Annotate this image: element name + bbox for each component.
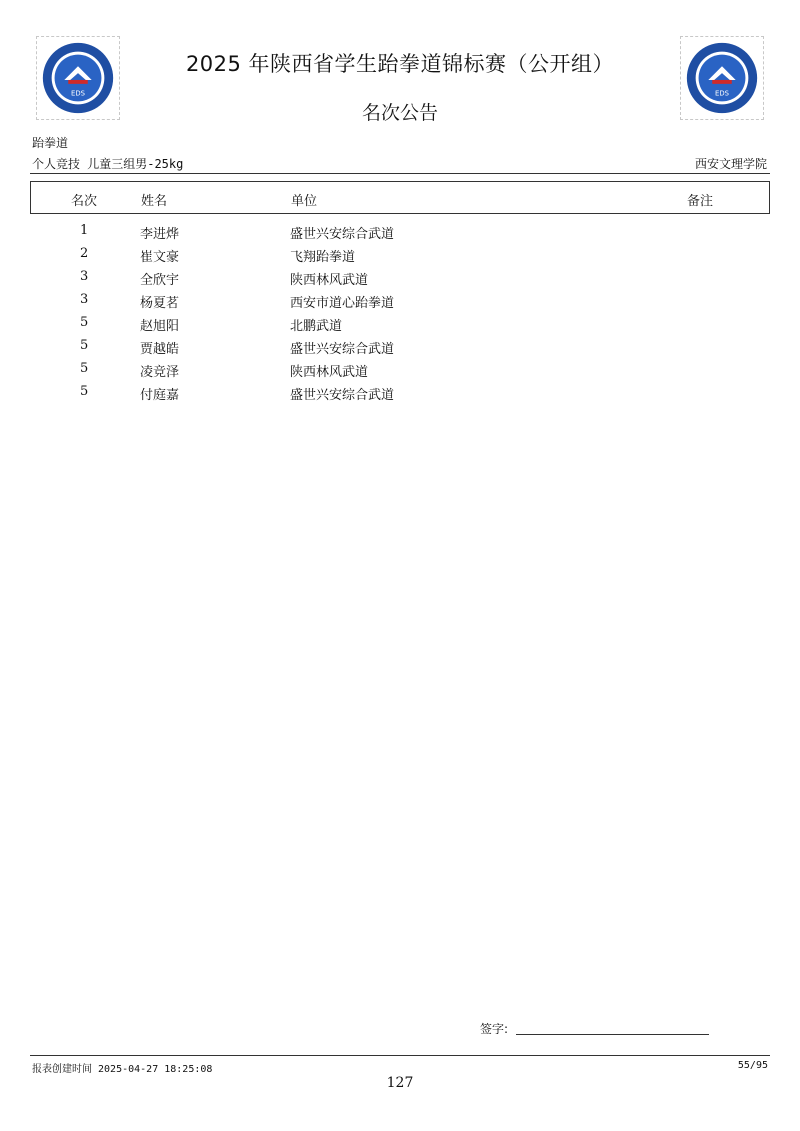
- header-name: 姓名: [141, 194, 168, 209]
- rank-cell: 3: [80, 269, 89, 284]
- name-cell: 凌竞泽: [140, 365, 180, 380]
- page-counter: 55/95: [737, 1060, 768, 1071]
- signature-line: [516, 1034, 709, 1035]
- rank-cell: 5: [80, 315, 89, 330]
- header-divider: [30, 173, 770, 174]
- rank-cell: 2: [80, 246, 89, 261]
- logo-text: EDS: [715, 89, 729, 98]
- unit-cell: 盛世兴安综合武道: [290, 388, 395, 403]
- footer-divider: [30, 1055, 770, 1056]
- rank-cell: 3: [80, 292, 89, 307]
- logo-text: EDS: [71, 89, 85, 98]
- event-label: 个人竞技 儿童三组男-25kg: [32, 157, 184, 171]
- results-table: [30, 221, 770, 405]
- rank-cell: 5: [80, 384, 89, 399]
- rank-cell: 1: [80, 223, 89, 238]
- name-cell: 全欣宇: [140, 273, 180, 288]
- table-row: [30, 313, 770, 336]
- name-cell: 崔文豪: [140, 250, 180, 265]
- page-number: 127: [386, 1075, 414, 1091]
- name-cell: 李进烨: [140, 227, 180, 242]
- report-created-time: 报表创建时间 2025-04-27 18:25:08: [32, 1064, 213, 1075]
- header-rank: 名次: [71, 194, 98, 209]
- table-row: [30, 290, 770, 313]
- table-row: [30, 267, 770, 290]
- table-row: [30, 382, 770, 405]
- page-subtitle: 名次公告: [361, 102, 438, 124]
- unit-cell: 西安市道心跆拳道: [290, 296, 395, 311]
- organizer-label: 西安文理学院: [694, 157, 767, 171]
- unit-cell: 陕西林风武道: [290, 365, 369, 380]
- rank-cell: 5: [80, 361, 89, 376]
- sport-label: 跆拳道: [32, 136, 69, 150]
- unit-cell: 陕西林风武道: [290, 273, 369, 288]
- name-cell: 赵旭阳: [140, 319, 180, 334]
- unit-cell: 飞翔跆拳道: [290, 250, 356, 265]
- header-unit: 单位: [291, 194, 318, 209]
- page-title: 2025 年陕西省学生跆拳道锦标赛（公开组）: [185, 52, 615, 76]
- signature-label: 签字:: [480, 1022, 509, 1036]
- unit-cell: 盛世兴安综合武道: [290, 342, 395, 357]
- name-cell: 杨夏茗: [140, 296, 180, 311]
- unit-cell: 北鹏武道: [290, 319, 343, 334]
- name-cell: 付庭嘉: [140, 388, 180, 403]
- table-row: [30, 359, 770, 382]
- table-row: [30, 336, 770, 359]
- unit-cell: 盛世兴安综合武道: [290, 227, 395, 242]
- table-row: [30, 244, 770, 267]
- rank-cell: 5: [80, 338, 89, 353]
- name-cell: 贾越皓: [140, 342, 180, 357]
- table-row: [30, 221, 770, 244]
- header-note: 备注: [687, 194, 714, 209]
- table-header: [30, 181, 770, 214]
